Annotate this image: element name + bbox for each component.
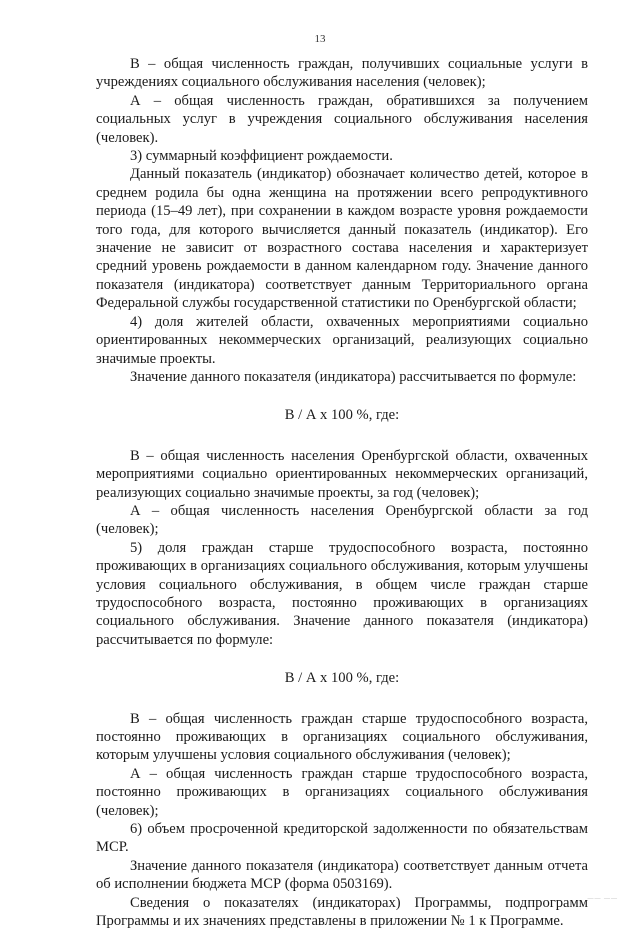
paragraph-item-6: 6) объем просроченной кредиторской задолженности по обязательствам МСР. <box>96 821 588 856</box>
paragraph-item-3: 3) суммарный коэффициент рождаемости. <box>130 148 393 165</box>
paragraph-b-citizens-received: В – общая численность граждан, получивших социальные услуги в учреждениях социального обслуживания населения (человек); <box>96 56 588 91</box>
formula-2: В / А х 100 %, где: <box>284 670 400 687</box>
footer-mark: —— —— <box>587 896 618 902</box>
paragraph-report-source: Значение данного показателя (индикатора) соответствует данным отчета об исполнении бюджета МСР (форма 0503169). <box>96 857 588 893</box>
paragraph-appendix-reference: Сведения о показателях (индикаторах) Программы, подпрограмм Программы и их значениях представлены в приложении № 1 к Программе. <box>96 894 588 930</box>
paragraph-a-population-total: А – общая численность населения Оренбургской области за год (человек); <box>96 502 588 538</box>
formula-1: В / А х 100 %, где: <box>284 407 400 424</box>
paragraph-a-elderly-total: А – общая численность граждан старше трудоспособного возраста, постоянно проживающих в организациях социального обслуживания (человек); <box>96 765 588 819</box>
paragraph-birth-rate-description: Данный показатель (индикатор) обозначает количество детей, которое в среднем родила бы одна женщина на протяжении всего репродуктивного периода (15–49 лет), при сохранении в каждом возрасте уровня рождаемости того года, для которого вычисляется данный показатель (индикатор). Его значение не зависит от возрастного состава населения и характеризует средний уровень рождаемости в данном календарном году. Значение данного показателя (индикатора) соответствует данным Территориального органа Федеральной службы государственной статистики по Оренбургской области; <box>96 166 588 312</box>
paragraph-item-4: 4) доля жителей области, охваченных мероприятиями социально ориентированных некоммерческих организаций, реализующих социально значимые проекты. <box>96 313 588 367</box>
paragraph-b-elderly-improved: В – общая численность граждан старше трудоспособного возраста, постоянно проживающих в организациях социального обслуживания, которым улучшены условия социального обслуживания (человек); <box>96 710 588 764</box>
paragraph-formula-intro: Значение данного показателя (индикатора) рассчитывается по формуле: <box>130 368 577 385</box>
paragraph-a-citizens-applied: А – общая численность граждан, обратившихся за получением социальных услуг в учреждения социального обслуживания населения (человек). <box>96 92 588 146</box>
paragraph-item-5: 5) доля граждан старше трудоспособного возраста, постоянно проживающих в организациях социального обслуживания, которым улучшены условия социального обслуживания, в общем числе граждан старше трудоспособного возраста, постоянно проживающих в организациях социального обслуживания. Значение данного показателя (индикатора) рассчитывается по формуле: <box>96 539 588 648</box>
paragraph-b-population-covered: В – общая численность населения Оренбургской области, охваченных мероприятиями социально ориентированных некоммерческих организаций, реализующих социально значимые проекты, за год (человек); <box>96 447 588 501</box>
document-body <box>96 55 588 930</box>
page-number: 13 <box>314 33 326 45</box>
